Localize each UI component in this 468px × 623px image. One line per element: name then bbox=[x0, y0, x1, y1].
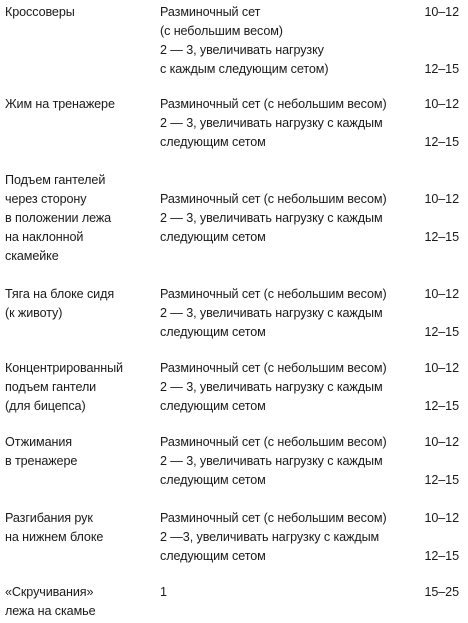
exercise-name: Концентрированный подъем гантели (для бицепса) bbox=[5, 361, 123, 413]
sets-description: Разминочный сет (с небольшим весом) 2 — 3, увеличивать нагрузку с каждым следующим сетом bbox=[160, 361, 387, 413]
sets-description: Разминочный сет (с небольшим весом) 2 — 3, увеличивать нагрузку с каждым следующим сетом bbox=[160, 97, 387, 149]
reps-working: 12–15 bbox=[424, 230, 459, 244]
reps-warmup: 10–12 bbox=[424, 511, 459, 525]
sets-description: Разминочный сет (с небольшим весом) 2 — 3, увеличивать нагрузку с каждым следующим сетом) bbox=[160, 5, 329, 76]
reps-warmup: 10–12 bbox=[424, 361, 459, 375]
reps-working: 12–15 bbox=[424, 135, 459, 149]
exercise-name: Отжимания в тренажере bbox=[5, 435, 78, 468]
reps-warmup: 10–12 bbox=[424, 97, 459, 111]
exercise-name: Разгибания рук на нижнем блоке bbox=[5, 511, 104, 544]
reps-working: 12–15 bbox=[424, 325, 459, 339]
exercise-name: «Скручивания» лежа на скамье bbox=[5, 585, 96, 618]
exercise-name: Подъем гантелей через сторону в положении лежа на наклонной скамейке bbox=[5, 173, 112, 263]
exercise-name: Тяга на блоке сидя (к животу) bbox=[5, 287, 115, 320]
exercise-name: Жим на тренажере bbox=[5, 97, 115, 111]
reps-warmup: 10–12 bbox=[424, 5, 459, 19]
reps-warmup: 10–12 bbox=[424, 435, 459, 449]
reps-count: 15–25 bbox=[424, 585, 459, 599]
reps-working: 12–15 bbox=[424, 62, 459, 76]
sets-description: Разминочный сет (с небольшим весом) 2 — 3, увеличивать нагрузку с каждым следующим сетом bbox=[160, 287, 387, 339]
sets-description: 1 bbox=[160, 585, 167, 599]
reps-working: 12–15 bbox=[424, 549, 459, 563]
reps-warmup: 10–12 bbox=[424, 287, 459, 301]
sets-description: Разминочный сет (с небольшим весом) 2 —3, увеличивать нагрузку с каждым следующим сетом bbox=[160, 511, 387, 563]
reps-working: 12–15 bbox=[424, 473, 459, 487]
sets-description: Разминочный сет (с небольшим весом) 2 — 3, увеличивать нагрузку с каждым следующим сетом bbox=[160, 192, 387, 244]
sets-description: Разминочный сет (с небольшим весом) 2 — 3, увеличивать нагрузку с каждым следующим сетом bbox=[160, 435, 387, 487]
reps-working: 12–15 bbox=[424, 399, 459, 413]
reps-warmup: 10–12 bbox=[424, 192, 459, 206]
exercise-name: Кроссоверы bbox=[5, 5, 75, 19]
